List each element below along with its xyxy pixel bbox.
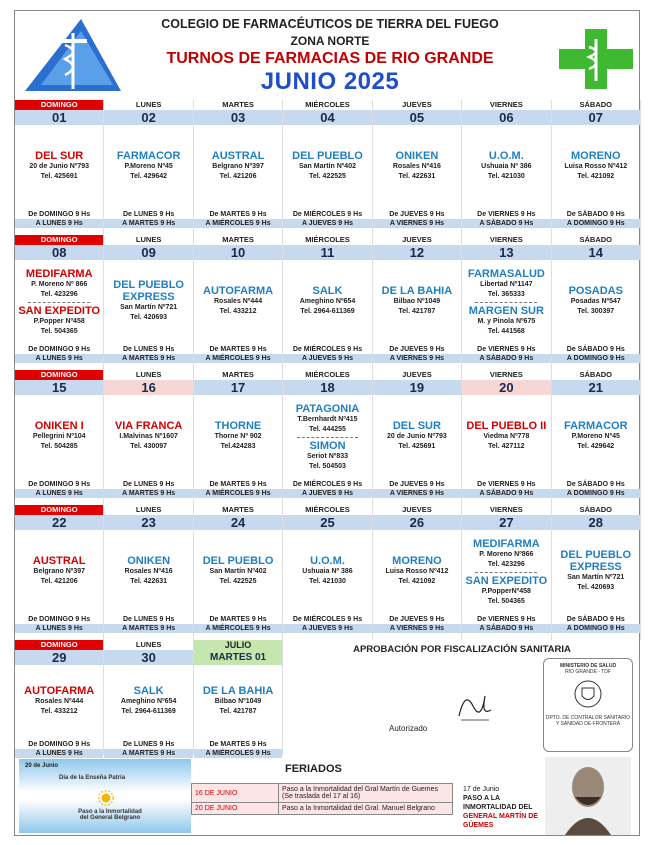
pharmacy-name: DEL SUR xyxy=(35,150,84,162)
pharmacy-phone: Tel. 425691 xyxy=(40,173,78,180)
day-cell xyxy=(15,370,104,505)
pharmacy-cross-icon xyxy=(559,29,633,89)
shift-hours: De SÁBADO 9 Hs A DOMINGO 9 Hs xyxy=(552,345,640,363)
pharmacy-entry xyxy=(373,150,461,182)
authorized-label: Autorizado xyxy=(389,724,428,733)
pharmacy-entry xyxy=(462,150,550,182)
shift-hours: De MARTES 9 Hs A MIÉRCOLES 9 Hs xyxy=(194,210,282,228)
pharmacy-phone: Tel. 420693 xyxy=(130,314,168,321)
day-cell xyxy=(552,100,641,235)
day-name: DOMINGO xyxy=(15,505,103,515)
pharmacy-address: San Martín Nº402 xyxy=(209,568,267,575)
page xyxy=(14,10,640,836)
pharmacy-name: SAN EXPEDITO xyxy=(18,304,101,317)
pharmacy-phone: Tel. 504503 xyxy=(309,462,346,470)
pharmacy-address: San Martín Nº402 xyxy=(298,163,356,170)
pharmacy-address: Rosales Nº416 xyxy=(124,568,173,575)
day-number: 26 xyxy=(373,515,461,530)
pharmacy-entry xyxy=(15,305,103,337)
pharmacy-phone: Tel. 429642 xyxy=(130,173,168,180)
day-name: DOMINGO xyxy=(15,100,103,110)
pharmacy-name: DE LA BAHIA xyxy=(381,285,453,297)
day-name: SÁBADO xyxy=(579,370,613,379)
day-number: 28 xyxy=(552,515,640,530)
pharmacy-phone: Tel. 421030 xyxy=(309,578,346,585)
pharmacy-name: AUSTRAL xyxy=(32,555,86,567)
pharmacy-name: MEDIFARMA xyxy=(473,537,540,550)
pharmacy-entry xyxy=(462,305,550,337)
day-number: 03 xyxy=(194,110,282,125)
day-cell xyxy=(283,235,372,370)
pharmacy-phone: Tel. 425691 xyxy=(398,443,436,450)
day-number: 20 xyxy=(462,380,550,395)
pharmacy-entry xyxy=(194,685,282,717)
pharmacy-name: MORENO xyxy=(392,555,442,567)
pharmacy-phone: Tel. 2964-611369 xyxy=(300,308,355,315)
pharmacy-address: P. Moreno Nº866 xyxy=(479,550,534,558)
shift-hours: De LUNES 9 Hs A MARTES 9 Hs xyxy=(104,480,192,498)
day-name: MIÉRCOLES xyxy=(305,100,350,109)
pharmacy-name: SALK xyxy=(133,685,164,697)
pharmacy-name: MORENO xyxy=(571,150,621,162)
pharmacy-phone: Tel. 422631 xyxy=(398,173,436,180)
shift-hours: De DOMINGO 9 Hs A LUNES 9 Hs xyxy=(15,345,103,363)
day-name: VIERNES xyxy=(489,100,523,109)
week-row xyxy=(15,370,641,505)
pharmacy-phone: Tel. 429642 xyxy=(577,443,615,450)
day-number: 04 xyxy=(283,110,371,125)
day-number: 07 xyxy=(552,110,640,125)
divider xyxy=(475,302,537,303)
pharmacy-phone: Tel. 504285 xyxy=(40,443,78,450)
pharmacy-phone: Tel. 504365 xyxy=(40,327,78,335)
day-cell xyxy=(194,505,283,640)
day-number: 16 xyxy=(104,380,192,395)
pharmacy-address: I.Malvinas Nº1607 xyxy=(119,433,178,440)
shift-hours: De DOMINGO 9 Hs A LUNES 9 Hs xyxy=(15,615,103,633)
day-name: DOMINGO xyxy=(15,370,103,380)
week-row xyxy=(15,505,641,640)
pharmacy-name: VIA FRANCA xyxy=(114,420,183,432)
pharmacy-address: Thorne Nº 902 xyxy=(214,433,262,440)
pharmacy-entry xyxy=(283,150,371,182)
day-cell xyxy=(373,100,462,235)
day-number: 05 xyxy=(373,110,461,125)
pharmacy-name: PATAGONIA xyxy=(295,402,360,415)
day-name: VIERNES xyxy=(489,235,523,244)
pharmacy-address: P.Popper Nº458 xyxy=(33,317,85,325)
pharmacy-name: U.O.M. xyxy=(488,150,524,162)
day-cell xyxy=(104,505,193,640)
pharmacy-phone: Tel. 433212 xyxy=(219,308,257,315)
pharmacy-entry xyxy=(15,685,103,717)
day-name: LUNES xyxy=(135,640,162,649)
shield-icon xyxy=(573,679,603,709)
shift-hours: De LUNES 9 Hs A MARTES 9 Hs xyxy=(104,740,192,758)
day-cell xyxy=(104,370,193,505)
pharmacy-address: Belgrano Nº397 xyxy=(33,568,85,575)
day-number: 17 xyxy=(194,380,282,395)
divider xyxy=(28,302,90,303)
day-cell xyxy=(462,505,551,640)
pharmacy-phone: Tel. 420693 xyxy=(577,584,615,591)
shift-hours: De SÁBADO 9 Hs A DOMINGO 9 Hs xyxy=(552,615,640,633)
feriados-table xyxy=(191,783,453,815)
day-name: DOMINGO xyxy=(15,640,103,650)
pharmacy-phone: Tel. 423296 xyxy=(487,560,525,568)
pharmacy-entry xyxy=(15,150,103,182)
health-ministry-stamp: MINISTERIO DE SALUD RIO GRANDE - TDF DPTO. DE CONTRALOR SANITARIO Y SANIDAD DE FRONTERA xyxy=(543,658,633,752)
day-name: MIÉRCOLES xyxy=(305,505,350,514)
day-name: JUEVES xyxy=(402,100,432,109)
table-row: 16 DE JUNIO Paso a la Inmortalidad del Gral Martín de Guemes (Se traslada del 17 al 16) xyxy=(192,784,453,803)
pharmacy-phone: Tel. 365333 xyxy=(487,290,525,298)
pharmacy-phone: Tel. 421030 xyxy=(487,173,525,180)
pharmacy-phone: Tel. 504365 xyxy=(487,597,525,605)
shift-hours: De DOMINGO 9 Hs A LUNES 9 Hs xyxy=(15,740,103,758)
week-row xyxy=(15,235,641,370)
pharmacy-address: Pellegrini Nº104 xyxy=(32,433,86,440)
day-cell xyxy=(283,370,372,505)
day-cell xyxy=(194,640,283,755)
shift-hours: De MARTES 9 Hs A MIÉRCOLES 9 Hs xyxy=(194,345,282,363)
pharmacy-entry xyxy=(552,420,640,452)
day-cell xyxy=(283,100,372,235)
pharmacy-entry xyxy=(194,285,282,317)
pharmacy-name: FARMASALUD xyxy=(467,267,545,280)
pharmacy-phone: Tel. 2964-611369 xyxy=(121,708,176,715)
feriados-title: FERIADOS xyxy=(285,763,342,775)
day-number: 22 xyxy=(15,515,103,530)
day-cell xyxy=(104,235,193,370)
shift-hours: De MARTES 9 Hs A MIÉRCOLES 9 Hs xyxy=(194,740,282,758)
shift-hours: De LUNES 9 Hs A MARTES 9 Hs xyxy=(104,345,192,363)
day-number: 01 xyxy=(15,110,103,125)
day-cell xyxy=(15,235,104,370)
pharmacy-phone: Tel. 422631 xyxy=(130,578,168,585)
pharmacy-entry xyxy=(104,279,192,323)
day-cell xyxy=(552,235,641,370)
day-cell xyxy=(462,235,551,370)
pharmacy-address: Seriot Nº833 xyxy=(306,452,349,460)
day-number: 18 xyxy=(283,380,371,395)
pharmacy-name: AUSTRAL xyxy=(211,150,265,162)
shift-hours: De JUEVES 9 Hs A VIERNES 9 Hs xyxy=(373,615,461,633)
pharmacy-entry xyxy=(462,575,550,607)
pharmacy-address: Rosales Nº444 xyxy=(35,698,84,705)
month-title: JUNIO 2025 xyxy=(260,68,400,95)
pharmacy-entry xyxy=(283,403,371,435)
day-cell xyxy=(194,100,283,235)
day-number: 02 xyxy=(104,110,192,125)
day-number: 29 xyxy=(15,650,103,665)
shift-hours: De JUEVES 9 Hs A VIERNES 9 Hs xyxy=(373,480,461,498)
pharmacy-address: San Martín Nº721 xyxy=(567,574,625,581)
day-cell xyxy=(194,370,283,505)
pharmacy-name: U.O.M. xyxy=(310,555,345,567)
pharmacy-entry xyxy=(283,440,371,472)
pharmacy-address: Libertad Nº1147 xyxy=(480,280,533,288)
pharmacy-entry xyxy=(104,150,192,182)
pharmacy-name: SAN EXPEDITO xyxy=(465,574,548,587)
pharmacy-address: Luisa Rosso Nº412 xyxy=(564,163,628,170)
shift-hours: De LUNES 9 Hs A MARTES 9 Hs xyxy=(104,210,192,228)
day-cell xyxy=(15,640,104,755)
day-number: 23 xyxy=(104,515,192,530)
belgrano-poster: 20 de Junio Día de la Enseña Patria Paso a la Inmortalidad del General Belgrano xyxy=(19,759,191,833)
shift-hours: De MIÉRCOLES 9 Hs A JUEVES 9 Hs xyxy=(283,345,371,363)
pharmacy-phone: Tel. 430097 xyxy=(130,443,168,450)
pharmacy-address: T.Bernhardt Nº415 xyxy=(297,415,358,423)
pharmacy-phone: Tel. 421092 xyxy=(398,578,436,585)
day-number: 11 xyxy=(283,245,371,260)
pharmacy-entry xyxy=(552,549,640,593)
shift-hours: De DOMINGO 9 Hs A LUNES 9 Hs xyxy=(15,210,103,228)
pharmacy-address: Bilbao Nº1049 xyxy=(214,698,262,705)
day-number: 21 xyxy=(552,380,640,395)
day-name: MARTES xyxy=(222,100,254,109)
pharmacy-entry xyxy=(552,150,640,182)
day-number: 10 xyxy=(194,245,282,260)
pharmacy-entry xyxy=(15,268,103,300)
pharmacy-entry xyxy=(194,150,282,182)
day-cell xyxy=(104,640,193,755)
day-cell xyxy=(104,100,193,235)
pharmacy-address: Bilbao Nº1049 xyxy=(393,298,441,305)
pharmacy-entry xyxy=(104,685,192,717)
pharmacy-entry xyxy=(373,555,461,587)
shift-hours: De VIERNES 9 Hs A SÁBADO 9 Hs xyxy=(462,210,550,228)
shift-hours: De VIERNES 9 Hs A SÁBADO 9 Hs xyxy=(462,345,550,363)
pharmacy-address: Belgrano Nº397 xyxy=(212,163,264,170)
day-cell xyxy=(462,370,551,505)
pharmacy-address: Ameghino Nº654 xyxy=(120,698,177,705)
day-cell xyxy=(373,370,462,505)
pharmacy-name: FARMACOR xyxy=(116,150,181,162)
pharmacy-address: Rosales Nº416 xyxy=(392,163,441,170)
pharmacy-name: AUTOFARMA xyxy=(24,685,95,697)
day-name: MARTES xyxy=(222,505,254,514)
college-name: COLEGIO DE FARMACÉUTICOS DE TIERRA DEL FUEGO xyxy=(161,17,499,31)
day-cell xyxy=(552,370,641,505)
day-name: MARTES xyxy=(222,235,254,244)
pharmacy-address: San Martín Nº721 xyxy=(120,304,178,311)
pharmacy-address: Rosales Nº444 xyxy=(214,298,263,305)
calendar-grid xyxy=(15,100,641,640)
pharmacy-phone: Tel. 421787 xyxy=(398,308,436,315)
shift-hours: De MIÉRCOLES 9 Hs A JUEVES 9 Hs xyxy=(283,480,371,498)
pharmacy-name: DEL PUEBLO II xyxy=(466,420,547,432)
pharmacy-phone: Tel. 421092 xyxy=(577,173,615,180)
shift-hours: De MARTES 9 Hs A MIÉRCOLES 9 Hs xyxy=(194,480,282,498)
pharmacy-address: Ameghino Nº654 xyxy=(299,298,356,305)
week-row xyxy=(15,100,641,235)
sun-of-may-icon xyxy=(97,789,115,807)
pharmacy-entry xyxy=(194,555,282,587)
day-number: 06 xyxy=(462,110,550,125)
day-name: SÁBADO xyxy=(579,505,613,514)
shift-hours: De SÁBADO 9 Hs A DOMINGO 9 Hs xyxy=(552,210,640,228)
pharmacy-phone: Tel. 444255 xyxy=(309,425,346,433)
day-cell xyxy=(373,505,462,640)
day-name: MARTES xyxy=(222,370,254,379)
pharmacy-name: AUTOFARMA xyxy=(203,285,274,297)
pharmacy-name: DEL SUR xyxy=(392,420,441,432)
pharmacy-address: Posadas Nº547 xyxy=(570,298,621,305)
day-cell xyxy=(283,505,372,640)
day-number: 14 xyxy=(552,245,640,260)
pharmacy-name: MARGEN SUR xyxy=(468,304,544,317)
pharmacy-entry xyxy=(373,420,461,452)
pharmacy-entry xyxy=(104,555,192,587)
pharmacy-address: P.PopperNº458 xyxy=(481,587,531,595)
pharmacy-phone: Tel. 422525 xyxy=(309,173,346,180)
pharmacy-entry xyxy=(104,420,192,452)
pharmacy-entry xyxy=(552,285,640,317)
pharmacy-entry xyxy=(462,538,550,570)
day-cell xyxy=(15,100,104,235)
day-number: 13 xyxy=(462,245,550,260)
day-name: MIÉRCOLES xyxy=(305,370,350,379)
table-row: 20 DE JUNIO Paso a la Inmortalidad del Gral. Manuel Belgrano xyxy=(192,803,453,815)
approval-label: APROBACIÓN POR FISCALIZACIÓN SANITARIA xyxy=(353,644,571,655)
day-name: LUNES xyxy=(135,100,162,109)
pharmacy-phone: Tel. 433212 xyxy=(40,708,78,715)
day-name: VIERNES xyxy=(489,505,523,514)
day-number: 12 xyxy=(373,245,461,260)
pharmacy-entry xyxy=(462,268,550,300)
page-title: TURNOS DE FARMACIAS DE RIO GRANDE xyxy=(166,50,494,67)
pharmacy-name: ONIKEN I xyxy=(34,420,84,432)
pharmacy-address: P. Moreno Nº 866 xyxy=(31,280,88,288)
college-logo-icon xyxy=(21,15,125,95)
shift-hours: De MIÉRCOLES 9 Hs A JUEVES 9 Hs xyxy=(283,210,371,228)
pharmacy-address: Luisa Rosso Nº412 xyxy=(385,568,449,575)
shift-hours: De JUEVES 9 Hs A VIERNES 9 Hs xyxy=(373,210,461,228)
pharmacy-phone: Tel. 300397 xyxy=(577,308,615,315)
pharmacy-entry xyxy=(462,420,550,452)
shift-hours: De SÁBADO 9 Hs A DOMINGO 9 Hs xyxy=(552,480,640,498)
day-cell xyxy=(373,235,462,370)
pharmacy-phone: Tel. 421206 xyxy=(40,578,78,585)
day-number: 27 xyxy=(462,515,550,530)
pharmacy-name: FARMACOR xyxy=(563,420,628,432)
pharmacy-entry xyxy=(15,555,103,587)
day-number: 24 xyxy=(194,515,282,530)
pharmacy-entry xyxy=(373,285,461,317)
day-number: 15 xyxy=(15,380,103,395)
pharmacy-phone: Tel. 423296 xyxy=(40,290,78,298)
day-name: DOMINGO xyxy=(15,235,103,245)
day-name: LUNES xyxy=(135,505,162,514)
pharmacy-entry xyxy=(15,420,103,452)
pharmacy-address: P.Moreno Nº45 xyxy=(571,433,620,440)
shift-hours: De VIERNES 9 Hs A SÁBADO 9 Hs xyxy=(462,480,550,498)
divider xyxy=(297,437,359,438)
shift-hours: De MARTES 9 Hs A MIÉRCOLES 9 Hs xyxy=(194,615,282,633)
pharmacy-name: SIMON xyxy=(309,439,346,452)
day-number: 25 xyxy=(283,515,371,530)
day-number: 08 xyxy=(15,245,103,260)
footer xyxy=(15,755,641,837)
day-name: JULIO xyxy=(194,640,282,650)
signature-icon xyxy=(455,686,495,726)
pharmacy-name: ONIKEN xyxy=(127,555,171,567)
day-cell xyxy=(15,505,104,640)
pharmacy-address: Ushuaia Nº 386 xyxy=(481,163,532,170)
pharmacy-name: SALK xyxy=(312,285,343,297)
guemes-poster: 17 de Junio PASO A LA INMORTALIDAD DEL GENERAL MARTÍN DE GÜEMES xyxy=(459,755,639,837)
pharmacy-name: DE LA BAHIA xyxy=(202,685,274,697)
pharmacy-name: DEL PUEBLO xyxy=(202,555,274,567)
last-row xyxy=(15,640,641,760)
pharmacy-address: 20 de Junio Nº793 xyxy=(387,433,447,440)
pharmacy-address: P.Moreno Nº45 xyxy=(124,163,173,170)
shift-hours: De JUEVES 9 Hs A VIERNES 9 Hs xyxy=(373,345,461,363)
shift-hours: De LUNES 9 Hs A MARTES 9 Hs xyxy=(104,615,192,633)
pharmacy-address: Viedma Nº778 xyxy=(483,433,530,440)
pharmacy-address: M. y Pinola Nº675 xyxy=(477,317,536,325)
shift-hours: De DOMINGO 9 Hs A LUNES 9 Hs xyxy=(15,480,103,498)
day-name: SÁBADO xyxy=(579,100,613,109)
day-name: VIERNES xyxy=(489,370,523,379)
day-number: 09 xyxy=(104,245,192,260)
day-cell xyxy=(194,235,283,370)
pharmacy-phone: Tel. 427112 xyxy=(488,443,525,450)
divider xyxy=(475,572,537,573)
header xyxy=(15,11,641,99)
pharmacy-name: ONIKEN xyxy=(395,150,439,162)
pharmacy-name: THORNE xyxy=(214,420,262,432)
day-name: LUNES xyxy=(135,370,162,379)
pharmacy-entry xyxy=(194,420,282,452)
pharmacy-entry xyxy=(283,285,371,317)
day-number: 30 xyxy=(104,650,192,665)
pharmacy-address: Ushuaia Nº 386 xyxy=(302,568,353,575)
pharmacy-address: 20 de Junio Nº793 xyxy=(29,163,90,170)
day-name: SÁBADO xyxy=(579,235,613,244)
pharmacy-name: DEL PUEBLO EXPRESS xyxy=(560,549,632,573)
pharmacy-phone: Tel.424283 xyxy=(220,443,256,450)
day-name: MIÉRCOLES xyxy=(305,235,350,244)
day-cell xyxy=(462,100,551,235)
pharmacy-phone: Tel. 422525 xyxy=(219,578,257,585)
pharmacy-phone: Tel. 441568 xyxy=(487,327,525,335)
pharmacy-name: DEL PUEBLO EXPRESS xyxy=(113,279,184,303)
pharmacy-entry xyxy=(283,555,371,587)
day-name: JUEVES xyxy=(402,505,432,514)
day-name: LUNES xyxy=(135,235,162,244)
day-name: JUEVES xyxy=(402,235,432,244)
pharmacy-name: MEDIFARMA xyxy=(25,267,93,280)
day-number: 19 xyxy=(373,380,461,395)
day-cell xyxy=(552,505,641,640)
pharmacy-phone: Tel. 421787 xyxy=(219,708,257,715)
pharmacy-name: POSADAS xyxy=(568,285,623,297)
day-name: JUEVES xyxy=(402,370,432,379)
pharmacy-phone: Tel. 421206 xyxy=(219,173,257,180)
day-number: MARTES 01 xyxy=(194,650,282,665)
pharmacy-name: DEL PUEBLO xyxy=(292,150,363,162)
guemes-portrait-icon xyxy=(545,757,631,835)
shift-hours: De VIERNES 9 Hs A SÁBADO 9 Hs xyxy=(462,615,550,633)
zone-name: ZONA NORTE xyxy=(290,34,370,48)
shift-hours: De MIÉRCOLES 9 Hs A JUEVES 9 Hs xyxy=(283,615,371,633)
